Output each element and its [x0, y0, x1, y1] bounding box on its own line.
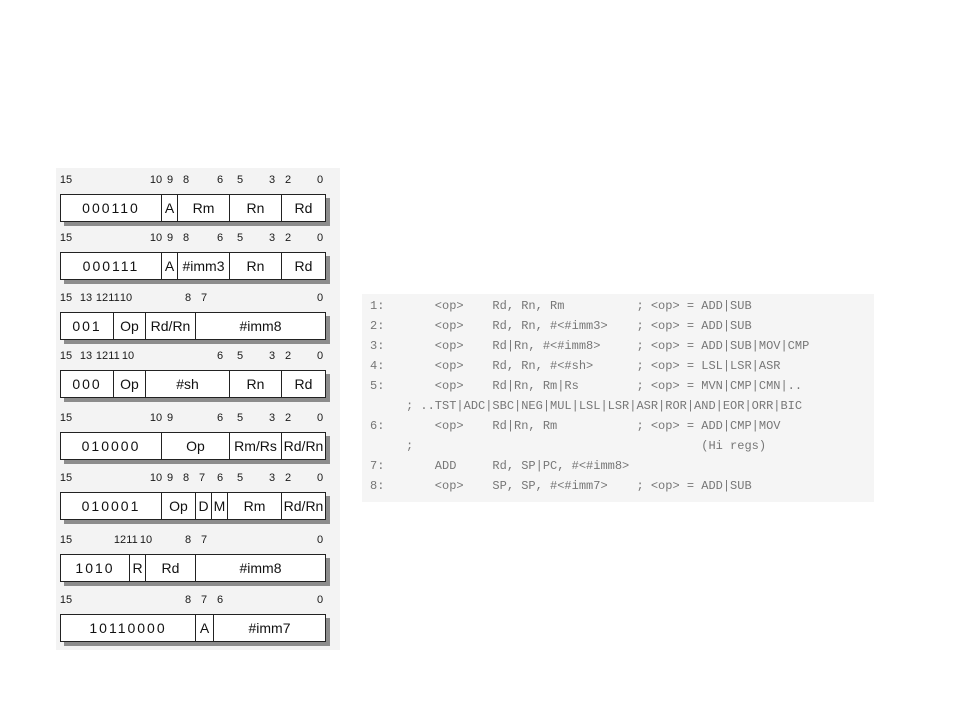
bit-number: 10 — [149, 412, 163, 424]
rn-field: Rn — [229, 195, 281, 221]
bit-number: 13 — [79, 292, 93, 304]
bit-number: 0 — [316, 534, 324, 546]
rd-field: Rd — [281, 371, 325, 397]
m-bit-field: M — [211, 493, 227, 519]
bit-number: 6 — [216, 174, 224, 186]
instruction-format-3 — [60, 292, 332, 344]
bit-number: 15 — [59, 292, 73, 304]
imm8-field: #imm8 — [195, 555, 325, 581]
bit-number: 10 — [149, 174, 163, 186]
opcode-field: 000 — [72, 376, 102, 392]
bit-number: 10 — [119, 292, 133, 304]
code-line: 1: <op> Rd, Rn, Rm ; <op> = ADD|SUB — [370, 299, 752, 313]
code-line: 4: <op> Rd, Rn, #<#sh> ; <op> = LSL|LSR|ASR — [370, 359, 781, 373]
rd-field: Rd — [145, 555, 195, 581]
bit-position-labels — [60, 412, 332, 428]
bit-number: 2 — [284, 174, 292, 186]
bit-number: 3 — [268, 350, 276, 362]
op-field: Op — [161, 433, 229, 459]
instruction-word-box — [60, 194, 326, 222]
code-line: ; (Hi regs) — [370, 439, 767, 453]
a-bit-field: A — [161, 253, 177, 279]
bit-position-labels — [60, 594, 332, 610]
bit-number: 8 — [184, 594, 192, 606]
bit-number: 3 — [268, 412, 276, 424]
op-field: Op — [161, 493, 195, 519]
bit-number: 9 — [166, 232, 174, 244]
op-field: Op — [113, 371, 145, 397]
bit-number: 7 — [200, 292, 208, 304]
bit-number: 11 — [126, 534, 138, 546]
bit-number: 8 — [184, 292, 192, 304]
bit-number: 2 — [284, 350, 292, 362]
bit-number: 2 — [284, 232, 292, 244]
bit-number: 0 — [316, 232, 324, 244]
code-line: 5: <op> Rd|Rn, Rm|Rs ; <op> = MVN|CMP|CMN|.. — [370, 379, 803, 393]
bit-number: 9 — [166, 174, 174, 186]
instruction-word-box — [60, 312, 326, 340]
r-bit-field: R — [129, 555, 145, 581]
instruction-word-box — [60, 492, 326, 520]
bit-number: 7 — [200, 594, 208, 606]
bit-number: 5 — [236, 412, 244, 424]
code-line: 3: <op> Rd|Rn, #<#imm8> ; <op> = ADD|SUB|MOV|CMP — [370, 339, 810, 353]
opcode-field: 010000 — [81, 438, 141, 454]
bit-number: 7 — [198, 472, 206, 484]
bit-number: 10 — [149, 472, 163, 484]
bit-number: 6 — [216, 232, 224, 244]
code-line: 2: <op> Rd, Rn, #<#imm3> ; <op> = ADD|SUB — [370, 319, 752, 333]
bit-number: 12 — [95, 350, 109, 362]
imm3-field: #imm3 — [177, 253, 229, 279]
bit-number: 13 — [79, 350, 93, 362]
bit-position-labels — [60, 350, 332, 366]
bit-position-labels — [60, 534, 332, 550]
rm-rs-field: Rm/Rs — [229, 433, 281, 459]
bit-number: 6 — [216, 472, 224, 484]
instruction-format-8 — [60, 594, 332, 646]
bit-position-labels — [60, 292, 332, 308]
instruction-format-7 — [60, 534, 332, 586]
bit-number: 11 — [108, 350, 120, 362]
opcode-field: 1010 — [75, 560, 115, 576]
bit-number: 3 — [268, 232, 276, 244]
bit-number: 6 — [216, 594, 224, 606]
instruction-format-1 — [60, 174, 332, 226]
bit-number: 8 — [182, 232, 190, 244]
bit-number: 10 — [139, 534, 153, 546]
bit-number: 15 — [59, 594, 73, 606]
bit-number: 8 — [182, 174, 190, 186]
instruction-format-4 — [60, 350, 332, 402]
d-bit-field: D — [195, 493, 211, 519]
instruction-word-box — [60, 252, 326, 280]
bit-number: 11 — [108, 292, 120, 304]
code-line: 8: <op> SP, SP, #<#imm7> ; <op> = ADD|SUB — [370, 479, 752, 493]
instruction-format-2 — [60, 232, 332, 284]
bit-number: 9 — [166, 412, 174, 424]
bit-number: 5 — [236, 350, 244, 362]
code-line: 7: ADD Rd, SP|PC, #<#imm8> — [370, 459, 630, 473]
code-line: 6: <op> Rd|Rn, Rm ; <op> = ADD|CMP|MOV — [370, 419, 781, 433]
bit-number: 7 — [200, 534, 208, 546]
rn-field: Rn — [229, 253, 281, 279]
bit-number: 15 — [59, 232, 73, 244]
code-line: ; ..TST|ADC|SBC|NEG|MUL|LSL|LSR|ASR|ROR|AND|EOR|ORR|BIC — [370, 399, 803, 413]
bit-number: 0 — [316, 174, 324, 186]
opcode-field: 000110 — [82, 200, 140, 216]
bit-number: 0 — [316, 594, 324, 606]
bit-number: 5 — [236, 232, 244, 244]
bit-number: 5 — [236, 174, 244, 186]
rd-rn-field: Rd/Rn — [145, 313, 195, 339]
bit-number: 0 — [316, 412, 324, 424]
bit-number: 3 — [268, 174, 276, 186]
instruction-format-diagram — [56, 168, 340, 650]
rn-field: Rn — [229, 371, 281, 397]
bit-number: 10 — [149, 232, 163, 244]
a-bit-field: A — [161, 195, 177, 221]
bit-number: 0 — [316, 350, 324, 362]
instruction-format-6 — [60, 472, 332, 524]
bit-number: 15 — [59, 412, 73, 424]
bit-number: 15 — [59, 350, 73, 362]
opcode-field: 010001 — [81, 498, 141, 514]
bit-number: 3 — [268, 472, 276, 484]
assembly-syntax-listing — [362, 294, 874, 502]
instruction-word-box — [60, 432, 326, 460]
bit-number: 8 — [182, 472, 190, 484]
bit-number: 15 — [59, 472, 73, 484]
imm7-field: #imm7 — [213, 615, 325, 641]
sh-field: #sh — [145, 371, 229, 397]
opcode-field: 10110000 — [89, 620, 167, 636]
bit-position-labels — [60, 472, 332, 488]
opcode-field: 000111 — [82, 258, 140, 274]
bit-number: 0 — [316, 292, 324, 304]
bit-position-labels — [60, 174, 332, 190]
bit-number: 9 — [166, 472, 174, 484]
instruction-word-box — [60, 614, 326, 642]
rd-field: Rd — [281, 195, 325, 221]
bit-number: 8 — [184, 534, 192, 546]
rd-rn-field: Rd/Rn — [281, 433, 325, 459]
instruction-format-5 — [60, 412, 332, 464]
rm-field: Rm — [227, 493, 281, 519]
a-bit-field: A — [195, 615, 213, 641]
op-field: Op — [113, 313, 145, 339]
bit-number: 15 — [59, 174, 73, 186]
bit-number: 5 — [236, 472, 244, 484]
bit-number: 2 — [284, 412, 292, 424]
bit-number: 6 — [216, 350, 224, 362]
bit-number: 15 — [59, 534, 73, 546]
bit-number: 6 — [216, 412, 224, 424]
rm-field: Rm — [177, 195, 229, 221]
bit-number: 10 — [121, 350, 135, 362]
rd-field: Rd — [281, 253, 325, 279]
bit-number: 2 — [284, 472, 292, 484]
instruction-word-box — [60, 554, 326, 582]
instruction-word-box — [60, 370, 326, 398]
opcode-field: 001 — [72, 318, 102, 334]
rd-rn-field: Rd/Rn — [281, 493, 325, 519]
bit-number: 12 — [113, 534, 127, 546]
bit-number: 12 — [95, 292, 109, 304]
imm8-field: #imm8 — [195, 313, 325, 339]
bit-position-labels — [60, 232, 332, 248]
bit-number: 0 — [316, 472, 324, 484]
